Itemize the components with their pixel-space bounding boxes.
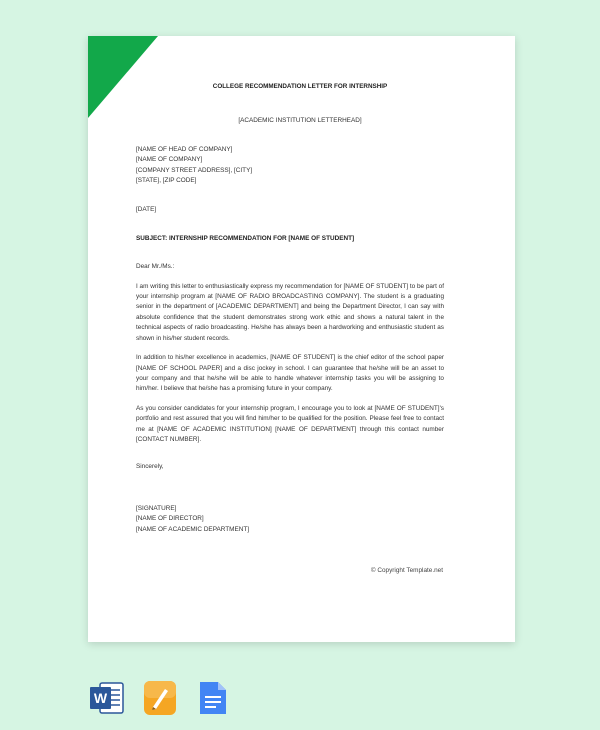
- closing: Sincerely,: [136, 463, 164, 471]
- signature-line: [NAME OF DIRECTOR]: [136, 515, 204, 523]
- letterhead: [ACADEMIC INSTITUTION LETTERHEAD]: [238, 117, 362, 125]
- paragraph-3: As you consider candidates for your internship program, I encourage you to look at [NAME OF STUDENT]'s portfolio and rest assured that you will find him/her to be qualified for the position. Please feel free to contact me at [NAME OF ACADEMIC INSTITUTION] [NAME OF DEPARTMENT] through this contact number [CONTACT NUMBER].: [136, 404, 444, 443]
- paragraph-2: In addition to his/her excellence in academics, [NAME OF STUDENT] is the chief editor of the school paper [NAME OF SCHOOL PAPER] and a disc jockey in school. I can guarantee that he/she will be an asset to your company and that he/she will be able to handle whatever internship tasks you will be assigning to him/her. I believe that he/she has a promising future in your company.: [136, 354, 444, 393]
- svg-text:W: W: [93, 690, 108, 706]
- signature-block: [136, 504, 444, 535]
- signature-line: [SIGNATURE]: [136, 504, 177, 512]
- copyright-notice: © Copyright Template.net: [370, 567, 443, 574]
- recipient-address: [136, 145, 444, 187]
- word-icon[interactable]: [90, 680, 124, 716]
- pages-icon[interactable]: [143, 680, 177, 716]
- letter-page: [88, 36, 515, 642]
- salutation: Dear Mr./Ms.:: [136, 263, 175, 271]
- recipient-line: [NAME OF HEAD OF COMPANY]: [136, 145, 233, 153]
- subject-line: SUBJECT: INTERNSHIP RECOMMENDATION FOR [NAME OF STUDENT]: [136, 234, 355, 242]
- letter-body: [136, 82, 444, 535]
- document-title: COLLEGE RECOMMENDATION LETTER FOR INTERNSHIP: [212, 83, 388, 90]
- recipient-line: [COMPANY STREET ADDRESS], [CITY]: [136, 166, 253, 174]
- letter-date: [DATE]: [136, 206, 157, 214]
- google-docs-icon[interactable]: [198, 680, 228, 716]
- paragraph-1: I am writing this letter to enthusiastically express my recommendation for [NAME OF STUDENT] to be part of your internship program at [NAME OF RADIO BROADCASTING COMPANY]. The student is a graduating senior in the department of [ACADEMIC DEPARTMENT] and being the Department Director, I can say with absolute confidence that the student demonstrates strong work ethic and shows a natural talent in the technical aspects of radio broadcasting. He/she has always been a hardworking and enthusiastic student as shown in his/her student records.: [136, 282, 444, 342]
- signature-line: [NAME OF ACADEMIC DEPARTMENT]: [136, 525, 250, 533]
- recipient-line: [STATE], [ZIP CODE]: [136, 177, 197, 185]
- recipient-line: [NAME OF COMPANY]: [136, 156, 203, 164]
